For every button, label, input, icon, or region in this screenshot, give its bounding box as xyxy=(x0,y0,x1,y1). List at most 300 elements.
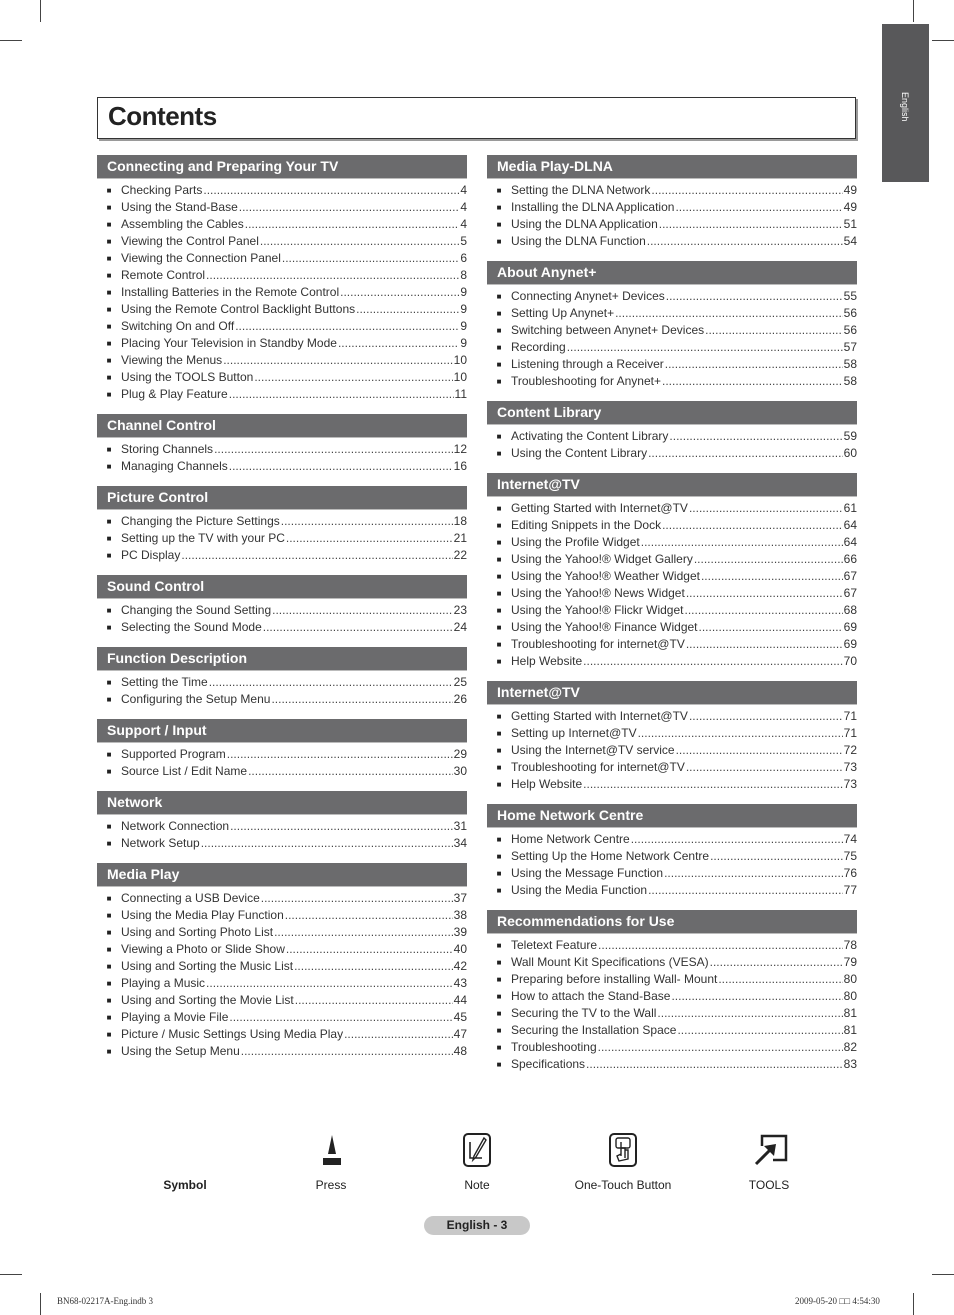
toc-section-media-play-dlna xyxy=(487,155,857,251)
one-touch-button-icon xyxy=(608,1132,638,1168)
toc-entry-label: Using the Stand-Base xyxy=(121,200,238,214)
dot-leader xyxy=(638,726,843,740)
toc-entry xyxy=(487,357,857,374)
toc-entry-page: 6 xyxy=(460,251,467,265)
toc-entry xyxy=(97,183,467,200)
toc-section-connecting-and-preparing-your-tv xyxy=(97,155,467,404)
dot-leader xyxy=(281,514,453,528)
square-bullet-icon: ■ xyxy=(106,1030,112,1039)
square-bullet-icon: ■ xyxy=(496,572,502,581)
toc-entry xyxy=(487,183,857,200)
toc-entry-page: 42 xyxy=(453,959,467,973)
toc-entry-page: 75 xyxy=(843,849,857,863)
square-bullet-icon: ■ xyxy=(106,534,112,543)
dot-leader xyxy=(694,552,843,566)
toc-entry-page: 70 xyxy=(843,654,857,668)
section-header: Function Description xyxy=(97,647,467,671)
square-bullet-icon: ■ xyxy=(496,1060,502,1069)
toc-entry-label: Supported Program xyxy=(121,747,226,761)
crop-mark xyxy=(932,1274,954,1275)
toc-entry-page: 11 xyxy=(454,387,467,401)
toc-entry-page: 56 xyxy=(843,306,857,320)
section-header: About Anynet+ xyxy=(487,261,857,285)
square-bullet-icon: ■ xyxy=(496,975,502,984)
toc-entry-label: Managing Channels xyxy=(121,459,228,473)
toc-entry-page: 47 xyxy=(453,1027,467,1041)
square-bullet-icon: ■ xyxy=(496,992,502,1001)
square-bullet-icon: ■ xyxy=(106,678,112,687)
square-bullet-icon: ■ xyxy=(496,941,502,950)
crop-mark xyxy=(40,1293,41,1315)
square-bullet-icon: ■ xyxy=(106,928,112,937)
toc-item-list xyxy=(97,510,467,565)
toc-entry-label: Securing the Installation Space xyxy=(511,1023,677,1037)
dot-leader xyxy=(209,675,453,689)
square-bullet-icon: ■ xyxy=(106,1013,112,1022)
crop-mark xyxy=(0,1274,22,1275)
section-header: Internet@TV xyxy=(487,473,857,497)
toc-entry xyxy=(487,603,857,620)
dot-leader xyxy=(340,285,459,299)
square-bullet-icon: ■ xyxy=(106,254,112,263)
square-bullet-icon: ■ xyxy=(496,220,502,229)
toc-entry-page: 80 xyxy=(843,989,857,1003)
toc-entry xyxy=(487,620,857,637)
toc-entry-label: Storing Channels xyxy=(121,442,214,456)
dot-leader xyxy=(227,747,453,761)
dot-leader xyxy=(295,993,453,1007)
toc-entry-label: Assembling the Cables xyxy=(121,217,244,231)
crop-mark xyxy=(913,1293,914,1315)
dot-leader xyxy=(286,531,453,545)
toc-entry-label: Recording xyxy=(511,340,566,354)
toc-entry xyxy=(487,1023,857,1040)
toc-entry-label: Wall Mount Kit Specifications (VESA) xyxy=(511,955,709,969)
dot-leader xyxy=(248,764,453,778)
toc-entry-page: 79 xyxy=(843,955,857,969)
square-bullet-icon: ■ xyxy=(106,203,112,212)
toc-entry-page: 8 xyxy=(460,268,467,282)
toc-entry xyxy=(487,446,857,463)
toc-entry-page: 4 xyxy=(460,183,467,197)
toc-entry-page: 60 xyxy=(843,446,857,460)
toc-entry-label: Selecting the Sound Mode xyxy=(121,620,262,634)
toc-entry-label: Using and Sorting the Movie List xyxy=(121,993,294,1007)
square-bullet-icon: ■ xyxy=(106,462,112,471)
toc-entry xyxy=(97,836,467,853)
toc-entry-page: 10 xyxy=(453,370,467,384)
square-bullet-icon: ■ xyxy=(106,271,112,280)
dot-leader xyxy=(586,1057,843,1071)
square-bullet-icon: ■ xyxy=(106,220,112,229)
toc-entry xyxy=(97,976,467,993)
toc-entry xyxy=(97,908,467,925)
dot-leader xyxy=(689,501,843,515)
toc-entry-label: Setting the DLNA Network xyxy=(511,183,651,197)
dot-leader xyxy=(648,883,843,897)
toc-entry-page: 77 xyxy=(843,883,857,897)
toc-entry-label: Troubleshooting for internet@TV xyxy=(511,637,685,651)
dot-leader xyxy=(286,942,453,956)
square-bullet-icon: ■ xyxy=(106,623,112,632)
toc-entry-page: 22 xyxy=(453,548,467,562)
toc-entry-page: 59 xyxy=(843,429,857,443)
dot-leader xyxy=(657,1006,842,1020)
dot-leader xyxy=(261,891,453,905)
square-bullet-icon: ■ xyxy=(106,606,112,615)
toc-entry-label: Using the DLNA Function xyxy=(511,234,646,248)
dot-leader xyxy=(583,654,842,668)
toc-item-list xyxy=(97,599,467,637)
toc-entry-page: 66 xyxy=(843,552,857,566)
toc-entry-label: Viewing a Photo or Slide Show xyxy=(121,942,285,956)
square-bullet-icon: ■ xyxy=(106,839,112,848)
toc-item-list xyxy=(487,425,857,463)
toc-entry-label: Editing Snippets in the Dock xyxy=(511,518,662,532)
toc-entry-label: PC Display xyxy=(121,548,181,562)
toc-entry-page: 43 xyxy=(453,976,467,990)
toc-entry xyxy=(97,747,467,764)
toc-entry-label: Troubleshooting xyxy=(511,1040,597,1054)
toc-entry-label: Checking Parts xyxy=(121,183,203,197)
toc-entry-page: 39 xyxy=(453,925,467,939)
toc-entry-label: Help Website xyxy=(511,777,583,791)
toc-section-channel-control xyxy=(97,414,467,476)
square-bullet-icon: ■ xyxy=(106,288,112,297)
dot-leader xyxy=(230,819,453,833)
square-bullet-icon: ■ xyxy=(106,979,112,988)
toc-entry-page: 67 xyxy=(843,569,857,583)
toc-entry xyxy=(487,429,857,446)
toc-entry-label: Source List / Edit Name xyxy=(121,764,248,778)
dot-leader xyxy=(294,959,453,973)
dot-leader xyxy=(686,586,843,600)
toc-entry xyxy=(487,760,857,777)
toc-entry-page: 9 xyxy=(460,285,467,299)
page-number-badge: English - 3 xyxy=(424,1216,530,1235)
toc-section-support-input xyxy=(97,719,467,781)
dot-leader xyxy=(201,836,453,850)
dot-leader xyxy=(718,972,842,986)
toc-entry-page: 34 xyxy=(453,836,467,850)
dot-leader xyxy=(274,925,453,939)
toc-section-sound-control xyxy=(97,575,467,637)
square-bullet-icon: ■ xyxy=(106,373,112,382)
toc-entry xyxy=(97,764,467,781)
toc-entry xyxy=(97,819,467,836)
toc-entry xyxy=(487,777,857,794)
toc-entry xyxy=(487,866,857,883)
dot-leader xyxy=(203,183,459,197)
square-bullet-icon: ■ xyxy=(496,538,502,547)
toc-entry xyxy=(487,1057,857,1074)
dot-leader xyxy=(229,1010,452,1024)
toc-entry-page: 40 xyxy=(453,942,467,956)
toc-entry xyxy=(97,675,467,692)
toc-entry-label: Connecting a USB Device xyxy=(121,891,260,905)
toc-entry xyxy=(487,972,857,989)
toc-item-list xyxy=(487,179,857,251)
toc-entry xyxy=(487,200,857,217)
square-bullet-icon: ■ xyxy=(496,309,502,318)
square-bullet-icon: ■ xyxy=(496,377,502,386)
toc-entry xyxy=(97,514,467,531)
toc-entry xyxy=(487,586,857,603)
toc-section-picture-control xyxy=(97,486,467,565)
press-icon xyxy=(321,1132,343,1166)
toc-entry-label: Using the Remote Control Backlight Buttons xyxy=(121,302,356,316)
toc-entry xyxy=(487,938,857,955)
square-bullet-icon: ■ xyxy=(106,750,112,759)
toc-entry-page: 67 xyxy=(843,586,857,600)
toc-entry-label: Using the Media Function xyxy=(511,883,648,897)
toc-entry-label: Using the Profile Widget xyxy=(511,535,640,549)
square-bullet-icon: ■ xyxy=(106,551,112,560)
legend-tools: TOOLS xyxy=(748,1178,790,1192)
toc-entry-label: Setting Up Anynet+ xyxy=(511,306,615,320)
tools-icon xyxy=(752,1132,788,1168)
toc-entry xyxy=(97,387,467,404)
toc-entry xyxy=(97,692,467,709)
toc-entry xyxy=(97,285,467,302)
toc-entry xyxy=(487,289,857,306)
dot-leader xyxy=(567,340,843,354)
toc-entry-label: Troubleshooting for Anynet+ xyxy=(511,374,661,388)
toc-entry-label: Playing a Movie File xyxy=(121,1010,229,1024)
dot-leader xyxy=(282,251,459,265)
dot-leader xyxy=(223,353,452,367)
toc-entry-label: Securing the TV to the Wall xyxy=(511,1006,657,1020)
square-bullet-icon: ■ xyxy=(496,360,502,369)
dot-leader xyxy=(699,620,843,634)
toc-entry xyxy=(487,234,857,251)
square-bullet-icon: ■ xyxy=(496,763,502,772)
section-header: Content Library xyxy=(487,401,857,425)
toc-entry xyxy=(487,518,857,535)
toc-entry-page: 64 xyxy=(843,535,857,549)
toc-column-right xyxy=(487,155,857,1084)
square-bullet-icon: ■ xyxy=(106,445,112,454)
toc-section-content-library xyxy=(487,401,857,463)
toc-entry-page: 21 xyxy=(453,531,467,545)
toc-entry-page: 29 xyxy=(453,747,467,761)
title-box xyxy=(97,97,856,139)
dot-leader xyxy=(338,336,459,350)
toc-entry-label: Installing Batteries in the Remote Control xyxy=(121,285,340,299)
square-bullet-icon: ■ xyxy=(106,767,112,776)
toc-entry-page: 26 xyxy=(453,692,467,706)
section-header: Media Play xyxy=(97,863,467,887)
toc-entry-page: 9 xyxy=(460,336,467,350)
toc-section-function-description xyxy=(97,647,467,709)
square-bullet-icon: ■ xyxy=(496,343,502,352)
toc-entry xyxy=(487,535,857,552)
toc-entry xyxy=(487,955,857,972)
toc-entry-page: 80 xyxy=(843,972,857,986)
square-bullet-icon: ■ xyxy=(496,746,502,755)
dot-leader xyxy=(676,743,843,757)
toc-entry-label: Using the DLNA Application xyxy=(511,217,658,231)
toc-entry-page: 68 xyxy=(843,603,857,617)
toc-section-network xyxy=(97,791,467,853)
dot-leader xyxy=(651,183,842,197)
toc-entry-page: 61 xyxy=(843,501,857,515)
section-header: Connecting and Preparing Your TV xyxy=(97,155,467,179)
toc-entry-label: Using the Content Library xyxy=(511,446,648,460)
toc-entry-label: Viewing the Control Panel xyxy=(121,234,259,248)
toc-entry xyxy=(97,603,467,620)
toc-entry-page: 23 xyxy=(453,603,467,617)
toc-entry xyxy=(97,319,467,336)
toc-entry-page: 81 xyxy=(843,1006,857,1020)
toc-entry xyxy=(97,459,467,476)
toc-entry xyxy=(97,1044,467,1061)
legend-one-touch: One-Touch Button xyxy=(574,1178,672,1192)
toc-entry-page: 69 xyxy=(843,620,857,634)
toc-section-internet-tv xyxy=(487,681,857,794)
toc-entry-page: 31 xyxy=(453,819,467,833)
toc-entry-page: 51 xyxy=(843,217,857,231)
toc-entry-label: Specifications xyxy=(511,1057,586,1071)
toc-entry-label: Using the Yahoo!® News Widget xyxy=(511,586,685,600)
toc-entry-page: 49 xyxy=(843,183,857,197)
dot-leader xyxy=(664,866,843,880)
dot-leader xyxy=(229,387,454,401)
toc-entry xyxy=(97,548,467,565)
toc-entry xyxy=(97,302,467,319)
toc-entry xyxy=(97,251,467,268)
square-bullet-icon: ■ xyxy=(106,695,112,704)
toc-item-list xyxy=(97,887,467,1061)
toc-entry-page: 9 xyxy=(460,302,467,316)
toc-entry xyxy=(487,323,857,340)
square-bullet-icon: ■ xyxy=(106,322,112,331)
toc-entry xyxy=(97,1027,467,1044)
toc-entry-label: Network Connection xyxy=(121,819,230,833)
dot-leader xyxy=(598,1040,843,1054)
toc-entry-page: 64 xyxy=(843,518,857,532)
toc-entry xyxy=(487,849,857,866)
dot-leader xyxy=(254,370,452,384)
square-bullet-icon: ■ xyxy=(496,958,502,967)
square-bullet-icon: ■ xyxy=(496,640,502,649)
toc-entry-label: Viewing the Connection Panel xyxy=(121,251,281,265)
toc-entry-page: 56 xyxy=(843,323,857,337)
toc-entry-label: Viewing the Menus xyxy=(121,353,223,367)
footer-file: BN68-02217A-Eng.indb 3 xyxy=(57,1296,153,1306)
toc-entry xyxy=(97,1010,467,1027)
toc-entry xyxy=(487,1006,857,1023)
toc-item-list xyxy=(487,934,857,1074)
toc-entry-page: 71 xyxy=(843,726,857,740)
toc-entry-label: Using and Sorting the Music List xyxy=(121,959,294,973)
toc-entry xyxy=(487,552,857,569)
dot-leader xyxy=(272,603,453,617)
dot-leader xyxy=(229,459,453,473)
square-bullet-icon: ■ xyxy=(496,712,502,721)
toc-entry-page: 57 xyxy=(843,340,857,354)
dot-leader xyxy=(615,306,843,320)
toc-entry-page: 37 xyxy=(453,891,467,905)
dot-leader xyxy=(689,709,843,723)
dot-leader xyxy=(647,234,843,248)
square-bullet-icon: ■ xyxy=(496,521,502,530)
toc-entry-label: Using the Yahoo!® Finance Widget xyxy=(511,620,698,634)
toc-entry xyxy=(97,217,467,234)
toc-entry-label: Installing the DLNA Application xyxy=(511,200,675,214)
square-bullet-icon: ■ xyxy=(106,305,112,314)
square-bullet-icon: ■ xyxy=(496,729,502,738)
square-bullet-icon: ■ xyxy=(496,852,502,861)
square-bullet-icon: ■ xyxy=(496,869,502,878)
dot-leader xyxy=(677,1023,842,1037)
toc-entry xyxy=(97,531,467,548)
section-header: Home Network Centre xyxy=(487,804,857,828)
toc-entry-page: 25 xyxy=(453,675,467,689)
toc-entry-page: 55 xyxy=(843,289,857,303)
dot-leader xyxy=(344,1027,453,1041)
toc-entry xyxy=(97,925,467,942)
toc-entry-page: 12 xyxy=(453,442,467,456)
toc-item-list xyxy=(97,815,467,853)
toc-entry-label: Changing the Sound Setting xyxy=(121,603,272,617)
toc-entry-label: Using and Sorting Photo List xyxy=(121,925,274,939)
toc-entry-page: 24 xyxy=(453,620,467,634)
toc-entry-page: 9 xyxy=(460,319,467,333)
square-bullet-icon: ■ xyxy=(106,996,112,1005)
square-bullet-icon: ■ xyxy=(496,780,502,789)
toc-entry-page: 4 xyxy=(460,217,467,231)
section-header: Channel Control xyxy=(97,414,467,438)
toc-entry-label: Network Setup xyxy=(121,836,200,850)
toc-entry xyxy=(97,959,467,976)
square-bullet-icon: ■ xyxy=(496,203,502,212)
dot-leader xyxy=(662,374,843,388)
square-bullet-icon: ■ xyxy=(496,326,502,335)
toc-entry-label: Plug & Play Feature xyxy=(121,387,228,401)
dot-leader xyxy=(665,357,843,371)
dot-leader xyxy=(669,429,842,443)
legend-symbol-label: Symbol xyxy=(163,1178,207,1192)
toc-entry-label: Preparing before installing Wall- Mount xyxy=(511,972,718,986)
dot-leader xyxy=(271,692,452,706)
square-bullet-icon: ■ xyxy=(106,186,112,195)
dot-leader xyxy=(285,908,453,922)
square-bullet-icon: ■ xyxy=(106,945,112,954)
dot-leader xyxy=(356,302,459,316)
toc-entry xyxy=(97,200,467,217)
dot-leader xyxy=(241,1044,453,1058)
square-bullet-icon: ■ xyxy=(496,504,502,513)
dot-leader xyxy=(710,849,843,863)
language-tab xyxy=(882,24,929,182)
toc-entry-label: Picture / Music Settings Using Media Play xyxy=(121,1027,344,1041)
dot-leader xyxy=(583,777,842,791)
page-title: Contents xyxy=(108,101,217,131)
dot-leader xyxy=(263,620,453,634)
toc-entry-label: Connecting Anynet+ Devices xyxy=(511,289,665,303)
toc-entry xyxy=(487,832,857,849)
toc-entry-page: 73 xyxy=(843,760,857,774)
dot-leader xyxy=(666,289,843,303)
toc-entry-page: 49 xyxy=(843,200,857,214)
toc-entry-label: Teletext Feature xyxy=(511,938,598,952)
section-header: Recommendations for Use xyxy=(487,910,857,934)
dot-leader xyxy=(239,200,460,214)
toc-item-list xyxy=(97,438,467,476)
dot-leader xyxy=(641,535,843,549)
square-bullet-icon: ■ xyxy=(496,449,502,458)
